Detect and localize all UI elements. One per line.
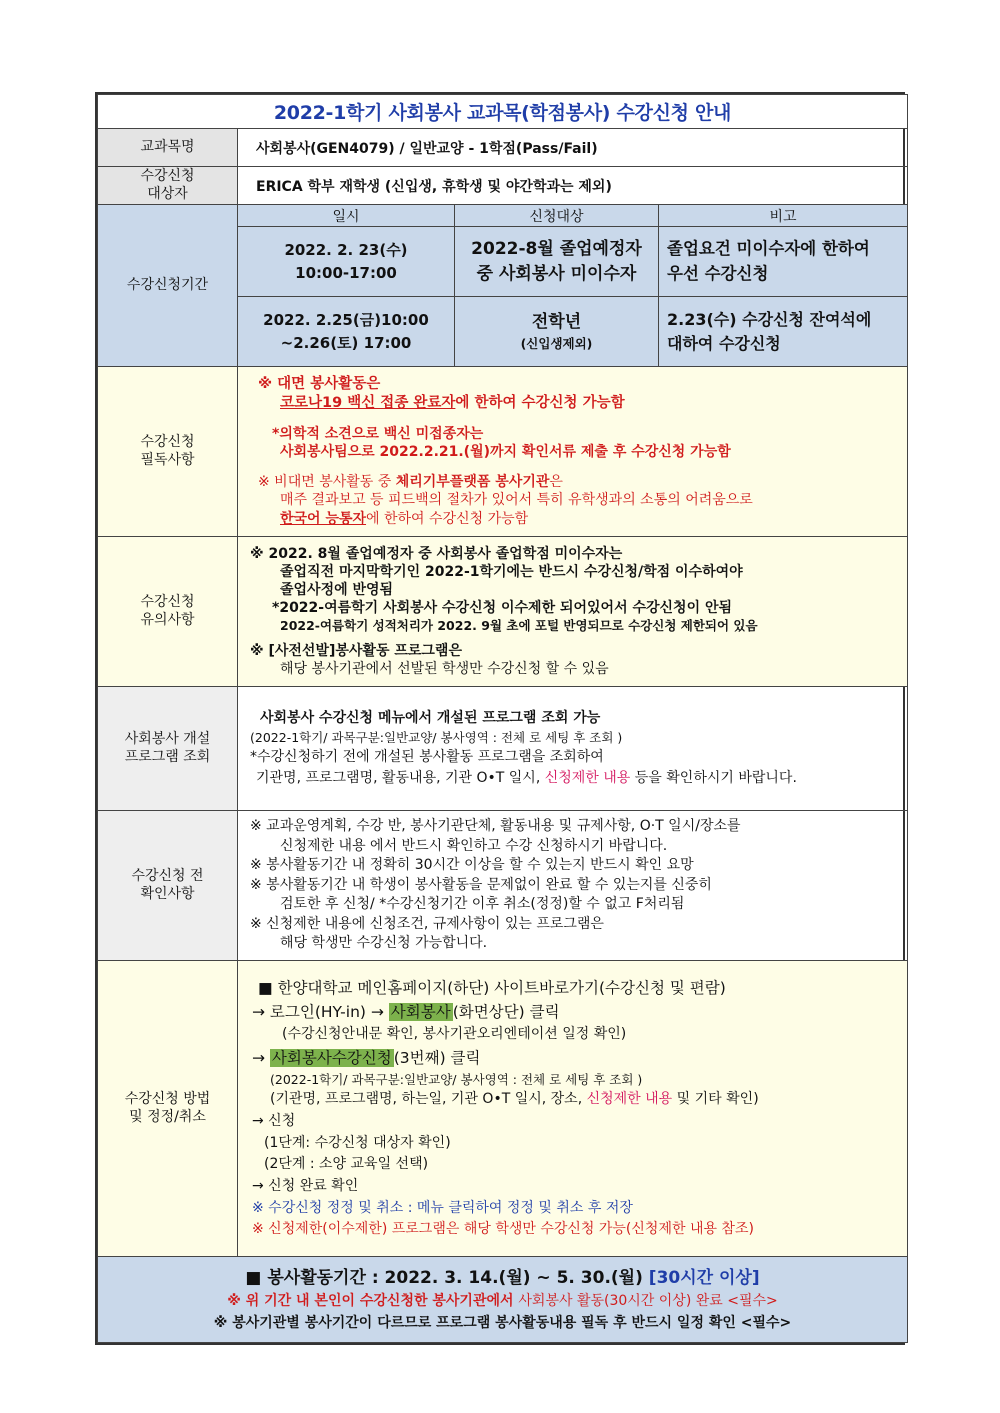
period-note-cell <box>659 297 908 367</box>
caution-line: ※ [사전선발]봉사활동 프로그램은 <box>250 642 462 659</box>
must-read-text: 에 한하여 수강신청 가능함 <box>455 395 625 412</box>
notice-table <box>97 94 908 1343</box>
method-line: (2022-1학기/ 과목구분:일반교양/ 봉사영역 : 전체 로 세팅 후 조회 ) <box>270 1071 643 1087</box>
method-line: (수강신청안내문 확인, 봉사기관오리엔테이션 일정 확인) <box>282 1026 627 1043</box>
programs-body <box>238 687 908 811</box>
must-read-line: 매주 결과보고 등 피드백의 절차가 있어서 특히 유학생과의 소통의 어려움으로 <box>280 492 753 509</box>
caution-line: *2022-여름학기 사회봉사 수강신청 이수제한 되어있어서 수강신청이 안됨 <box>272 600 733 617</box>
must-read-line: ※ 대면 봉사활동은 <box>258 376 381 393</box>
must-read-line: *의학적 소견으로 백신 미접종자는 <box>272 425 484 442</box>
must-read-line: 사회봉사팀으로 2022.2.21.(월)까지 확인서류 제출 후 수강신청 가능함 <box>280 444 731 461</box>
registration-menu-highlight: 사회봉사수강신청 <box>271 1048 392 1067</box>
method-line: → 신청 <box>252 1112 296 1129</box>
programs-line <box>250 768 899 789</box>
precheck-line: ※ 신청제한 내용에 신청조건, 규제사항이 있는 프로그램은 <box>250 915 604 932</box>
precheck-body <box>238 811 908 961</box>
method-line: ※ 신청제한(이수제한) 프로그램은 해당 학생만 수강신청 가능(신청제한 내용 참조) <box>252 1221 754 1238</box>
spacer <box>250 634 899 642</box>
must-read-line <box>250 394 899 413</box>
caution-label: 수강신청 유의사항 <box>98 537 238 687</box>
period-target-cell <box>455 297 659 367</box>
footer-line <box>98 1265 907 1291</box>
programs-label: 사회봉사 개설 프로그램 조회 <box>98 687 238 811</box>
method-label: 수강신청 방법 및 정정/취소 <box>98 961 238 1257</box>
period-target-line: (신입생제외) <box>520 335 593 351</box>
period-date-line: 2022. 2. 23(수) <box>284 241 408 259</box>
precheck-line: 검토한 후 신청/ *수강신청기간 이후 취소(정정)할 수 없고 F처리됨 <box>280 896 685 913</box>
method-line <box>252 1000 899 1024</box>
programs-line: (2022-1학기/ 과목구분:일반교양/ 봉사영역 : 전체 로 세팅 후 조회 ) <box>250 729 623 745</box>
method-line: (2단계 : 소양 교육일 선택) <box>264 1156 429 1173</box>
social-service-menu-highlight: 사회봉사 <box>390 1003 451 1022</box>
must-read-text: 은 <box>549 474 563 491</box>
period-date-line: 10:00-17:00 <box>295 263 397 282</box>
korean-fluent-emphasis: 한국어 능통자 <box>280 510 367 527</box>
must-read-label: 수강신청 필독사항 <box>98 367 238 537</box>
period-target-line: 전학년 <box>531 312 582 333</box>
hours-emphasis: [30시간 이상] <box>648 1267 760 1288</box>
footer-line <box>98 1291 907 1313</box>
target-label: 수강신청 대상자 <box>98 167 238 205</box>
precheck-label: 수강신청 전 확인사항 <box>98 811 238 961</box>
period-note-cell <box>659 227 908 297</box>
programs-text: 등을 확인하시기 바랍니다. <box>630 770 797 787</box>
caution-line: 졸업사정에 반영됨 <box>280 582 394 599</box>
method-line <box>252 1046 899 1070</box>
programs-line: *수강신청하기 전에 개설된 봉사활동 프로그램을 조회하여 <box>250 749 604 766</box>
course-label: 교과목명 <box>98 129 238 167</box>
cherry-platform-emphasis: 체리기부플랫폼 봉사기관 <box>395 474 550 491</box>
period-header-date: 일시 <box>238 205 455 227</box>
must-read-text: ※ 비대면 봉사활동 중 <box>258 474 396 491</box>
programs-line: 사회봉사 수강신청 메뉴에서 개설된 프로그램 조회 가능 <box>260 709 601 726</box>
footer-text: ■ 봉사활동기간 : 2022. 3. 14.(월) ~ 5. 30.(월) <box>245 1267 649 1288</box>
precheck-line: ※ 교과운영계획, 수강 반, 봉사기관단체, 활동내용 및 규제사항, O·T 일시/장소를 <box>250 817 741 834</box>
period-date-cell <box>238 227 455 297</box>
vaccinated-emphasis: 코로나19 백신 접종 완료자 <box>280 395 456 412</box>
page-title: 2022-1학기 사회봉사 교과목(학점봉사) 수강신청 안내 <box>98 95 908 129</box>
spacer <box>250 413 899 425</box>
period-date-line: ~2.26(토) 17:00 <box>280 333 412 352</box>
precheck-line: 해당 학생만 수강신청 가능합니다. <box>280 935 488 952</box>
period-note-line: 2.23(수) 수강신청 잔여석에 <box>667 309 872 329</box>
period-target-line: 2022-8월 졸업예정자 <box>471 238 642 259</box>
period-target-cell <box>455 227 659 297</box>
method-line <box>252 1089 899 1111</box>
method-line: ※ 수강신청 정정 및 취소 : 메뉴 클릭하여 정정 및 취소 후 저장 <box>252 1199 633 1216</box>
precheck-line: ※ 봉사활동기간 내 학생이 봉사활동을 문제없이 완료 할 수 있는지를 신중히 <box>250 876 712 893</box>
caution-line: 2022-여름학기 성적처리가 2022. 9월 초에 포털 반영되므로 수강신청 제한되어 있음 <box>280 617 758 633</box>
method-line: (1단계: 수강신청 대상자 확인) <box>264 1134 451 1151</box>
method-text: (기관명, 프로그램명, 하는일, 기관 O•T 일시, 장소, <box>270 1091 587 1108</box>
precheck-line: ※ 봉사활동기간 내 정확히 30시간 이상을 할 수 있는지 반드시 확인 요망 <box>250 857 694 874</box>
period-header-note: 비고 <box>659 205 908 227</box>
restriction-emphasis: 신청제한 내용 <box>544 770 631 787</box>
method-line: → 신청 완료 확인 <box>252 1177 359 1194</box>
caution-line: ※ 2022. 8월 졸업예정자 중 사회봉사 졸업학점 미이수자는 <box>250 545 623 562</box>
footer-line: ※ 봉사기관별 봉사기간이 다르므로 프로그램 봉사활동내용 필독 후 반드시 일정 확인 <필수> <box>213 1314 792 1331</box>
method-text: → <box>252 1048 270 1067</box>
method-body <box>238 961 908 1257</box>
notice-sheet <box>95 92 905 1345</box>
programs-text: 기관명, 프로그램명, 활동내용, 기관 O•T 일시, <box>256 770 545 787</box>
footer-text: 사회봉사 활동(30시간 이상) 완료 <필수> <box>518 1292 778 1309</box>
caution-body <box>238 537 908 687</box>
method-text: (3번째) 클릭 <box>393 1048 481 1067</box>
method-text: → 로그인(HY-in) → <box>252 1003 389 1022</box>
must-read-body <box>238 367 908 537</box>
period-note-line: 졸업요건 미이수자에 한하여 <box>667 238 870 258</box>
period-header-target: 신청대상 <box>455 205 659 227</box>
period-note-line: 대하여 수강신청 <box>667 333 781 353</box>
must-read-line <box>250 510 899 528</box>
period-date-cell <box>238 297 455 367</box>
period-note-line: 우선 수강신청 <box>667 263 769 283</box>
precheck-line: 신청제한 내용 에서 반드시 확인하고 수강 신청하시기 바랍니다. <box>280 837 668 854</box>
caution-line: 졸업직전 마지막학기인 2022-1학기에는 반드시 수강신청/학점 이수하여야 <box>280 564 743 580</box>
method-line: ■ 한양대학교 메인홈페이지(하단) 사이트바로가기(수강신청 및 편람) <box>258 979 726 998</box>
method-text: 및 기타 확인) <box>672 1091 759 1108</box>
service-period-footer <box>98 1257 908 1343</box>
target-value: ERICA 학부 재학생 (신입생, 휴학생 및 야간학과는 제외) <box>238 167 908 205</box>
restriction-emphasis: 신청제한 내용 <box>586 1091 673 1108</box>
must-read-line <box>250 473 899 491</box>
must-read-text: 에 한하여 수강신청 가능함 <box>366 510 529 527</box>
caution-line: 해당 봉사기관에서 선발된 학생만 수강신청 할 수 있음 <box>280 661 609 677</box>
course-value: 사회봉사(GEN4079) / 일반교양 - 1학점(Pass/Fail) <box>238 129 908 167</box>
footer-text: ※ 위 기간 내 본인이 수강신청한 봉사기관에서 <box>227 1292 519 1309</box>
method-text: (화면상단) 클릭 <box>452 1003 560 1022</box>
spacer <box>250 461 899 473</box>
period-date-line: 2022. 2.25(금)10:00 <box>263 311 429 329</box>
period-label: 수강신청기간 <box>98 205 238 367</box>
period-target-line: 중 사회봉사 미이수자 <box>476 263 637 284</box>
